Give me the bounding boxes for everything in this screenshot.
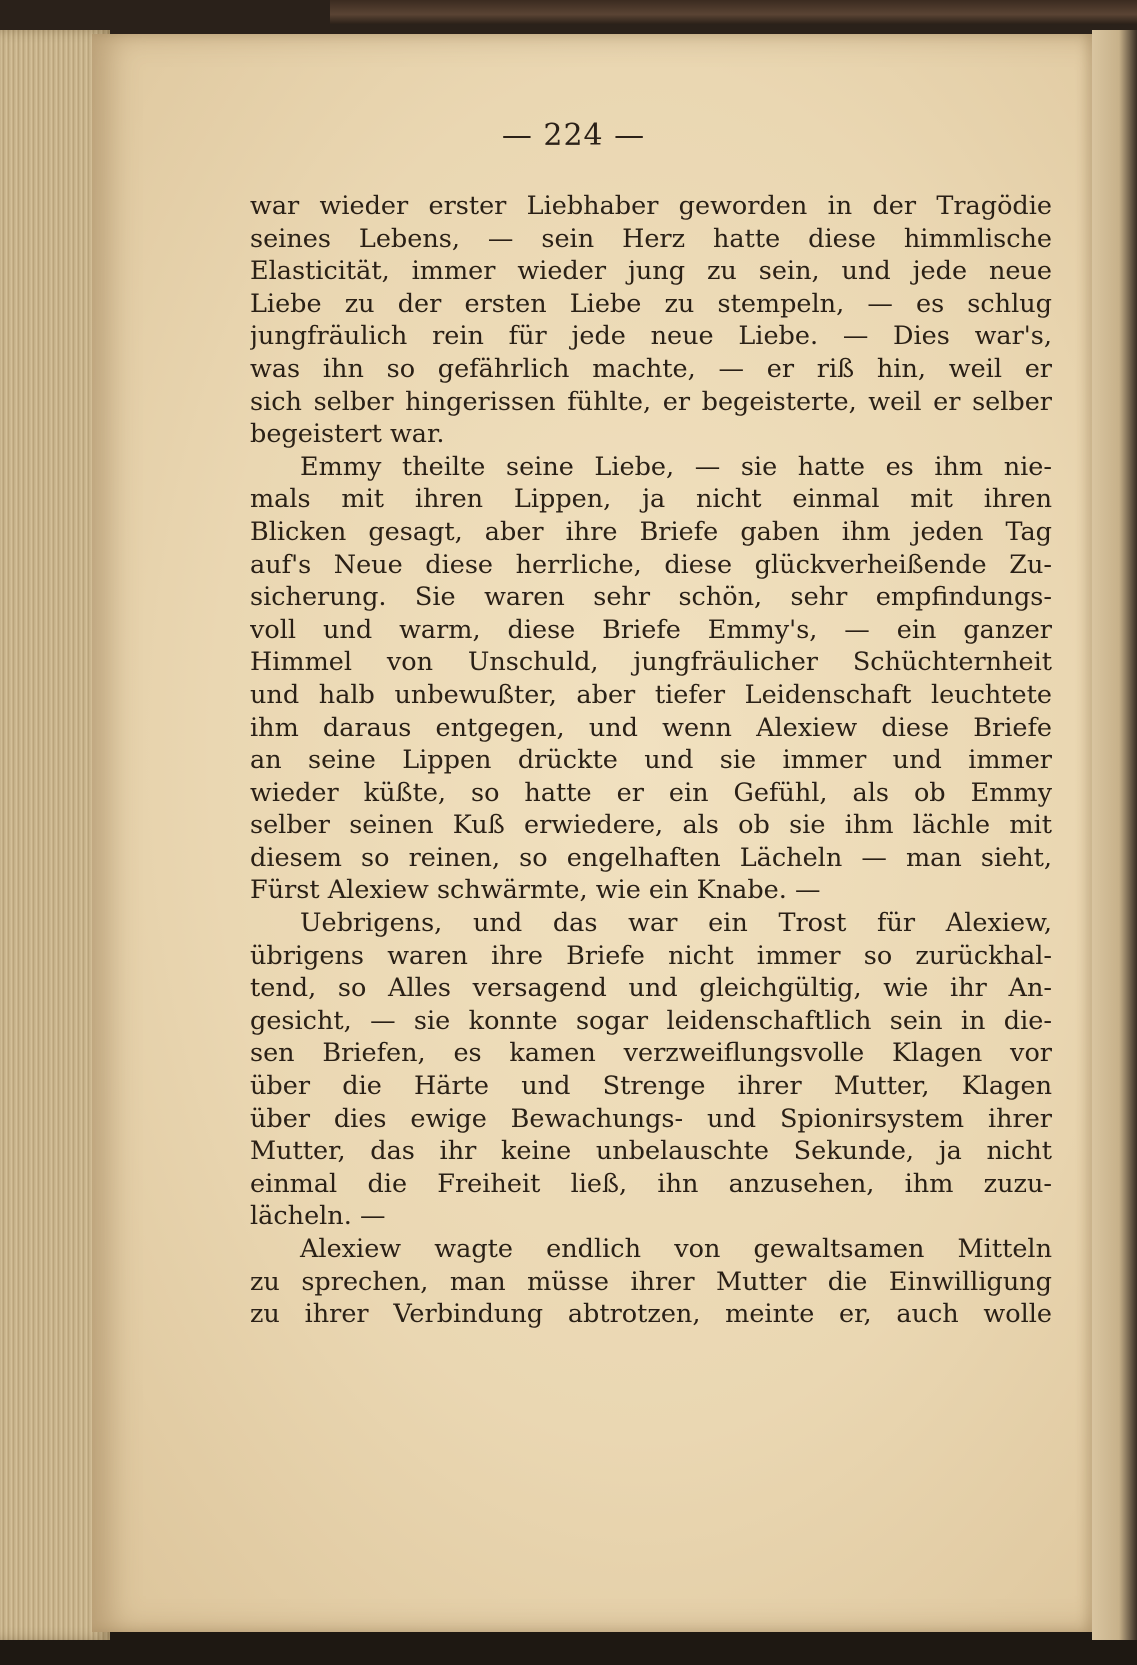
text-line: auf's Neue diese herrliche, diese glückverheißende Zu- (250, 549, 1052, 580)
text-line: und halb unbewußter, aber tiefer Leidenschaft leuchtete (250, 679, 1052, 710)
text-line: mals mit ihren Lippen, ja nicht einmal mit ihren (250, 484, 1052, 515)
text-line: selber seinen Kuß erwiedere, als ob sie ihm lächle mit (250, 810, 1052, 841)
text-line: an seine Lippen drückte und sie immer und immer (250, 745, 1052, 776)
text-line: war wieder erster Liebhaber geworden in der Tragödie (250, 191, 1052, 221)
text-line: sen Briefen, es kamen verzweiflungsvolle Klagen vor (250, 1038, 1052, 1069)
text-line: Liebe zu der ersten Liebe zu stempeln, — es schlug (250, 288, 1052, 319)
text-line: zu sprechen, man müsse ihrer Mutter die Einwilligung (250, 1266, 1052, 1297)
text-line: gesicht, — sie konnte sogar leidenschaftlich sein in die- (250, 1005, 1052, 1036)
text-line: Blicken gesagt, aber ihre Briefe gaben ihm jeden Tag (250, 516, 1052, 547)
text-line: lächeln. — (250, 1201, 386, 1232)
text-line: Uebrigens, und das war ein Trost für Alexiew, (300, 908, 1052, 939)
page-gutter (1092, 30, 1137, 1640)
text-line: Elasticität, immer wieder jung zu sein, und jede neue (250, 256, 1052, 287)
text-line: sich selber hingerissen fühlte, er begeisterte, weil er selber (250, 386, 1052, 417)
text-line: über die Härte und Strenge ihrer Mutter, Klagen (250, 1071, 1052, 1102)
text-line: sicherung. Sie waren sehr schön, sehr empfindungs- (250, 582, 1052, 613)
text-line: tend, so Alles versagend und gleichgültig, wie ihr An- (250, 973, 1052, 1004)
text-line: einmal die Freiheit ließ, ihn anzusehen, ihm zuzu- (250, 1168, 1052, 1199)
text-line: zu ihrer Verbindung abtrotzen, meinte er, auch wolle (250, 1299, 1052, 1330)
text-line: Alexiew wagte endlich von gewaltsamen Mitteln (300, 1234, 1052, 1264)
text-line: seines Lebens, — sein Herz hatte diese himmlische (250, 223, 1052, 254)
text-line: voll und warm, diese Briefe Emmy's, — ein ganzer (250, 614, 1052, 645)
text-line: begeistert war. (250, 419, 445, 450)
text-line: Emmy theilte seine Liebe, — sie hatte es ihm nie- (300, 451, 1052, 482)
text-line: über dies ewige Bewachungs- und Spionirsystem ihrer (250, 1103, 1052, 1134)
text-line: Himmel von Unschuld, jungfräulicher Schüchternheit (250, 647, 1052, 678)
text-line: wieder küßte, so hatte er ein Gefühl, als ob Emmy (250, 777, 1052, 808)
text-line: was ihn so gefährlich machte, — er riß hin, weil er (250, 353, 1052, 384)
book-cover-top (330, 0, 1137, 24)
text-line: ihm daraus entgegen, und wenn Alexiew diese Briefe (250, 712, 1052, 743)
text-line: jungfräulich rein für jede neue Liebe. — Dies war's, (250, 321, 1052, 352)
page-number: — 224 — (501, 118, 646, 153)
text-line: Mutter, das ihr keine unbelauschte Sekunde, ja nicht (250, 1136, 1052, 1167)
text-line: übrigens waren ihre Briefe nicht immer so zurückhal- (250, 940, 1052, 971)
text-line: diesem so reinen, so engelhaften Lächeln — man sieht, (250, 842, 1052, 873)
text-line: Fürst Alexiew schwärmte, wie ein Knabe. — (250, 875, 821, 906)
body-text (250, 190, 1052, 1331)
